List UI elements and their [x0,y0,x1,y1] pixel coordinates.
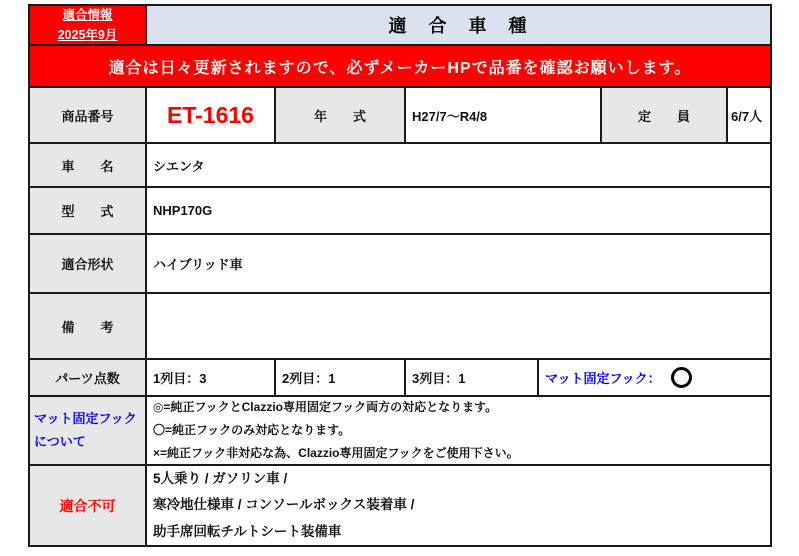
car-name-label: 車 名 [30,144,147,188]
model-code-row [30,188,772,235]
page-title: 適 合 車 種 [147,6,772,46]
capacity-label: 定 員 [602,88,728,144]
parts-count-label: パーツ点数 [30,360,147,397]
header-row [30,6,772,46]
shape-value: ハイブリッド車 [147,235,772,294]
parts-row1: 1列目：3 [147,360,276,397]
shape-label: 適合形状 [30,235,147,294]
shape-row [30,235,772,294]
mat-hook-cell [539,360,772,397]
remarks-row [30,294,772,360]
hook-info-line: 〇=純正フックのみ対応となります。 [153,423,351,438]
year-value: H27/7～R4/8 [406,88,602,144]
incompatible-label: 適合不可 [30,466,147,547]
year-label: 年 式 [276,88,406,144]
incompatible-line: 5人乗り / ガソリン車 / [153,471,288,487]
notice-row [30,46,772,88]
remarks-label: 備 考 [30,294,147,360]
mat-hook-label: マット固定フック： [545,371,661,386]
car-name-value: シエンタ [147,144,772,188]
parts-row2: 2列目：1 [276,360,406,397]
car-name-row [30,144,772,188]
notice-banner: 適合は日々更新されますので、必ずメーカーHPで品番を確認お願いします。 [30,46,772,88]
compatibility-table [28,4,772,547]
capacity-value: 6/7人 [728,88,772,144]
model-code-value: NHP170G [147,188,772,235]
info-date-link[interactable] [30,6,147,46]
incompatible-text [147,466,772,547]
circle-icon [671,367,692,388]
product-number-label: 商品番号 [30,88,147,144]
parts-row3: 3列目：1 [406,360,539,397]
model-code-label: 型 式 [30,188,147,235]
hook-info-label: マット固定フック について [30,397,147,466]
incompatible-row [30,466,772,547]
hook-info-line: ×=純正フック非対応な為、Clazzio専用固定フックをご使用下さい。 [153,445,519,460]
hook-info-text [147,397,772,466]
hook-info-line: ◎=純正フックとClazzio専用固定フック両方の対応となります。 [153,400,498,415]
product-code: ET-1616 [147,88,276,144]
incompatible-line: 助手席回転チルトシート装備車 [153,523,342,539]
remarks-value [147,294,772,360]
incompatible-line: 寒冷地仕様車 / コンソールボックス装着車 / [153,497,415,513]
parts-count-row [30,360,772,397]
info-label[interactable]: 適合情報 [62,7,113,22]
product-row [30,88,772,144]
info-date[interactable]: 2025年9月 [57,28,118,42]
hook-info-row [30,397,772,466]
